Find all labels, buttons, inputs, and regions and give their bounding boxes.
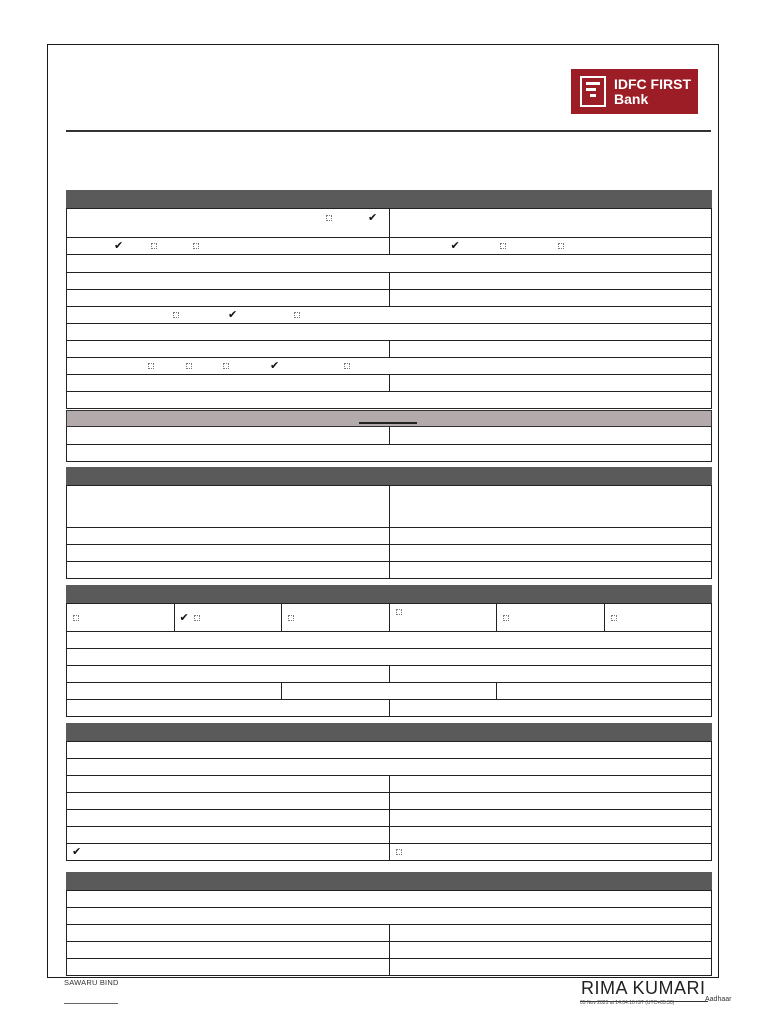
section-header-4 xyxy=(66,723,712,741)
checkbox[interactable] xyxy=(294,312,300,318)
form-field[interactable] xyxy=(389,238,712,254)
form-row xyxy=(66,341,712,358)
form-field[interactable] xyxy=(67,908,711,924)
section-header-3 xyxy=(66,585,712,603)
form-field[interactable] xyxy=(67,375,389,391)
form-field[interactable] xyxy=(389,844,712,860)
form-row xyxy=(66,810,712,827)
form-row xyxy=(66,890,712,908)
section-5 xyxy=(66,890,712,976)
form-field[interactable] xyxy=(389,942,712,958)
form-field[interactable] xyxy=(67,959,389,975)
form-row xyxy=(66,255,712,273)
form-field[interactable] xyxy=(389,562,712,578)
form-row xyxy=(66,844,712,861)
section-header-2 xyxy=(66,467,712,485)
form-field[interactable] xyxy=(496,604,604,631)
signature-left-name: SAWARU BIND xyxy=(64,978,119,987)
form-field[interactable] xyxy=(67,683,281,699)
form-field[interactable] xyxy=(389,604,497,631)
aadhaar-badge: Aadhaar xyxy=(705,996,732,1003)
checkmark-icon: ✔ xyxy=(270,359,280,372)
form-row xyxy=(66,649,712,666)
form-row xyxy=(66,445,712,462)
form-row xyxy=(66,908,712,925)
form-row xyxy=(66,290,712,307)
form-row xyxy=(66,827,712,844)
form-row xyxy=(66,603,712,632)
header-rule xyxy=(66,130,711,132)
form-field[interactable] xyxy=(67,307,711,323)
form-field[interactable] xyxy=(389,209,712,237)
form-row xyxy=(66,632,712,649)
form-field[interactable] xyxy=(389,545,712,561)
form-field[interactable] xyxy=(389,375,712,391)
checkmark-icon: ✔ xyxy=(450,239,460,252)
form-row xyxy=(66,307,712,324)
logo-text-line1: IDFC FIRST xyxy=(614,76,691,92)
form-row xyxy=(66,666,712,683)
checkbox[interactable] xyxy=(73,615,79,621)
signature-left-line xyxy=(64,1003,118,1004)
signature-right-name: RIMA KUMARI xyxy=(581,978,706,998)
checkbox[interactable] xyxy=(396,609,402,615)
checkmark-icon: ✔ xyxy=(368,211,378,224)
form-row xyxy=(66,208,712,238)
form-field[interactable] xyxy=(67,925,389,941)
checkmark-icon: ✔ xyxy=(72,845,82,858)
form-row xyxy=(66,562,712,579)
form-field[interactable] xyxy=(389,273,712,289)
form-row xyxy=(66,358,712,375)
form-field[interactable] xyxy=(389,341,712,357)
checkbox[interactable] xyxy=(223,363,229,369)
logo-text xyxy=(614,77,691,107)
form-field[interactable] xyxy=(67,238,389,254)
checkbox[interactable] xyxy=(344,363,350,369)
form-field[interactable] xyxy=(389,925,712,941)
form-field[interactable] xyxy=(67,545,389,561)
form-row xyxy=(66,238,712,255)
form-row xyxy=(66,375,712,392)
checkbox[interactable] xyxy=(611,615,617,621)
form-row xyxy=(66,273,712,290)
form-field[interactable] xyxy=(67,427,389,444)
form-field[interactable] xyxy=(604,604,712,631)
form-field[interactable] xyxy=(389,810,712,826)
checkbox[interactable] xyxy=(558,243,564,249)
logo-text-line2: Bank xyxy=(614,91,649,107)
form-row xyxy=(66,942,712,959)
form-field[interactable] xyxy=(389,827,712,843)
bank-logo xyxy=(571,69,698,114)
form-row xyxy=(66,741,712,759)
form-field[interactable] xyxy=(67,358,711,374)
form-field[interactable] xyxy=(389,290,712,306)
form-field[interactable] xyxy=(389,666,712,682)
checkmark-icon: ✔ xyxy=(114,239,124,252)
form-field[interactable] xyxy=(281,604,389,631)
form-field[interactable] xyxy=(67,891,711,907)
form-field[interactable] xyxy=(67,273,389,289)
checkbox[interactable] xyxy=(194,615,200,621)
form-field[interactable] xyxy=(67,666,389,682)
section-header-1 xyxy=(66,190,712,208)
form-field[interactable] xyxy=(67,528,389,544)
form-field[interactable] xyxy=(67,486,389,527)
sub-header xyxy=(66,410,712,427)
form-field[interactable] xyxy=(389,793,712,809)
form-field[interactable] xyxy=(389,959,712,975)
form-field[interactable] xyxy=(67,776,389,792)
form-field[interactable] xyxy=(67,290,389,306)
checkbox[interactable] xyxy=(500,243,506,249)
form-field[interactable] xyxy=(281,683,496,699)
sub-header-underline xyxy=(359,422,417,424)
section-3 xyxy=(66,603,712,717)
form-field[interactable] xyxy=(67,604,174,631)
form-row xyxy=(66,683,712,700)
form-field[interactable] xyxy=(67,649,711,665)
form-field[interactable] xyxy=(67,700,389,716)
form-row xyxy=(66,324,712,341)
form-field[interactable] xyxy=(67,209,389,237)
section-header-5 xyxy=(66,872,712,890)
checkbox[interactable] xyxy=(173,312,179,318)
form-field[interactable] xyxy=(67,445,711,461)
form-field[interactable] xyxy=(67,759,711,775)
form-row xyxy=(66,776,712,793)
form-field[interactable] xyxy=(67,827,389,843)
form-field[interactable] xyxy=(67,810,389,826)
signature-timestamp: 05 Nov 2025 at 14:04:10 IST (UTC+05:30) xyxy=(580,1000,675,1006)
checkbox[interactable] xyxy=(186,363,192,369)
section-4 xyxy=(66,741,712,861)
checkmark-icon: ✔ xyxy=(179,611,189,624)
form-row xyxy=(66,759,712,776)
form-row xyxy=(66,528,712,545)
checkbox[interactable] xyxy=(503,615,509,621)
checkbox[interactable] xyxy=(288,615,294,621)
checkbox[interactable] xyxy=(326,215,332,221)
form-field[interactable] xyxy=(389,528,712,544)
form-field[interactable] xyxy=(67,341,389,357)
section-1 xyxy=(66,208,712,409)
form-row xyxy=(66,545,712,562)
form-field[interactable] xyxy=(67,392,711,408)
section-1b xyxy=(66,427,712,462)
form-field[interactable] xyxy=(67,844,389,860)
form-field[interactable] xyxy=(389,700,712,716)
checkbox[interactable] xyxy=(148,363,154,369)
form-row xyxy=(66,485,712,528)
checkbox[interactable] xyxy=(193,243,199,249)
form-field[interactable] xyxy=(67,324,711,340)
form-field[interactable] xyxy=(174,604,282,631)
checkbox[interactable] xyxy=(396,849,402,855)
form-field[interactable] xyxy=(67,942,389,958)
form-field[interactable] xyxy=(389,776,712,792)
form-row xyxy=(66,959,712,976)
form-row xyxy=(66,700,712,717)
checkbox[interactable] xyxy=(151,243,157,249)
form-field[interactable] xyxy=(67,632,711,648)
form-field[interactable] xyxy=(389,486,712,527)
form-field[interactable] xyxy=(67,255,711,272)
form-row xyxy=(66,392,712,409)
form-row xyxy=(66,427,712,445)
form-field[interactable] xyxy=(67,742,711,758)
form-field[interactable] xyxy=(67,793,389,809)
form-row xyxy=(66,925,712,942)
section-2 xyxy=(66,485,712,579)
form-field[interactable] xyxy=(67,562,389,578)
logo-mark-icon xyxy=(580,76,606,107)
form-field[interactable] xyxy=(496,683,711,699)
checkmark-icon: ✔ xyxy=(228,308,238,321)
form-field[interactable] xyxy=(389,427,712,444)
form-row xyxy=(66,793,712,810)
